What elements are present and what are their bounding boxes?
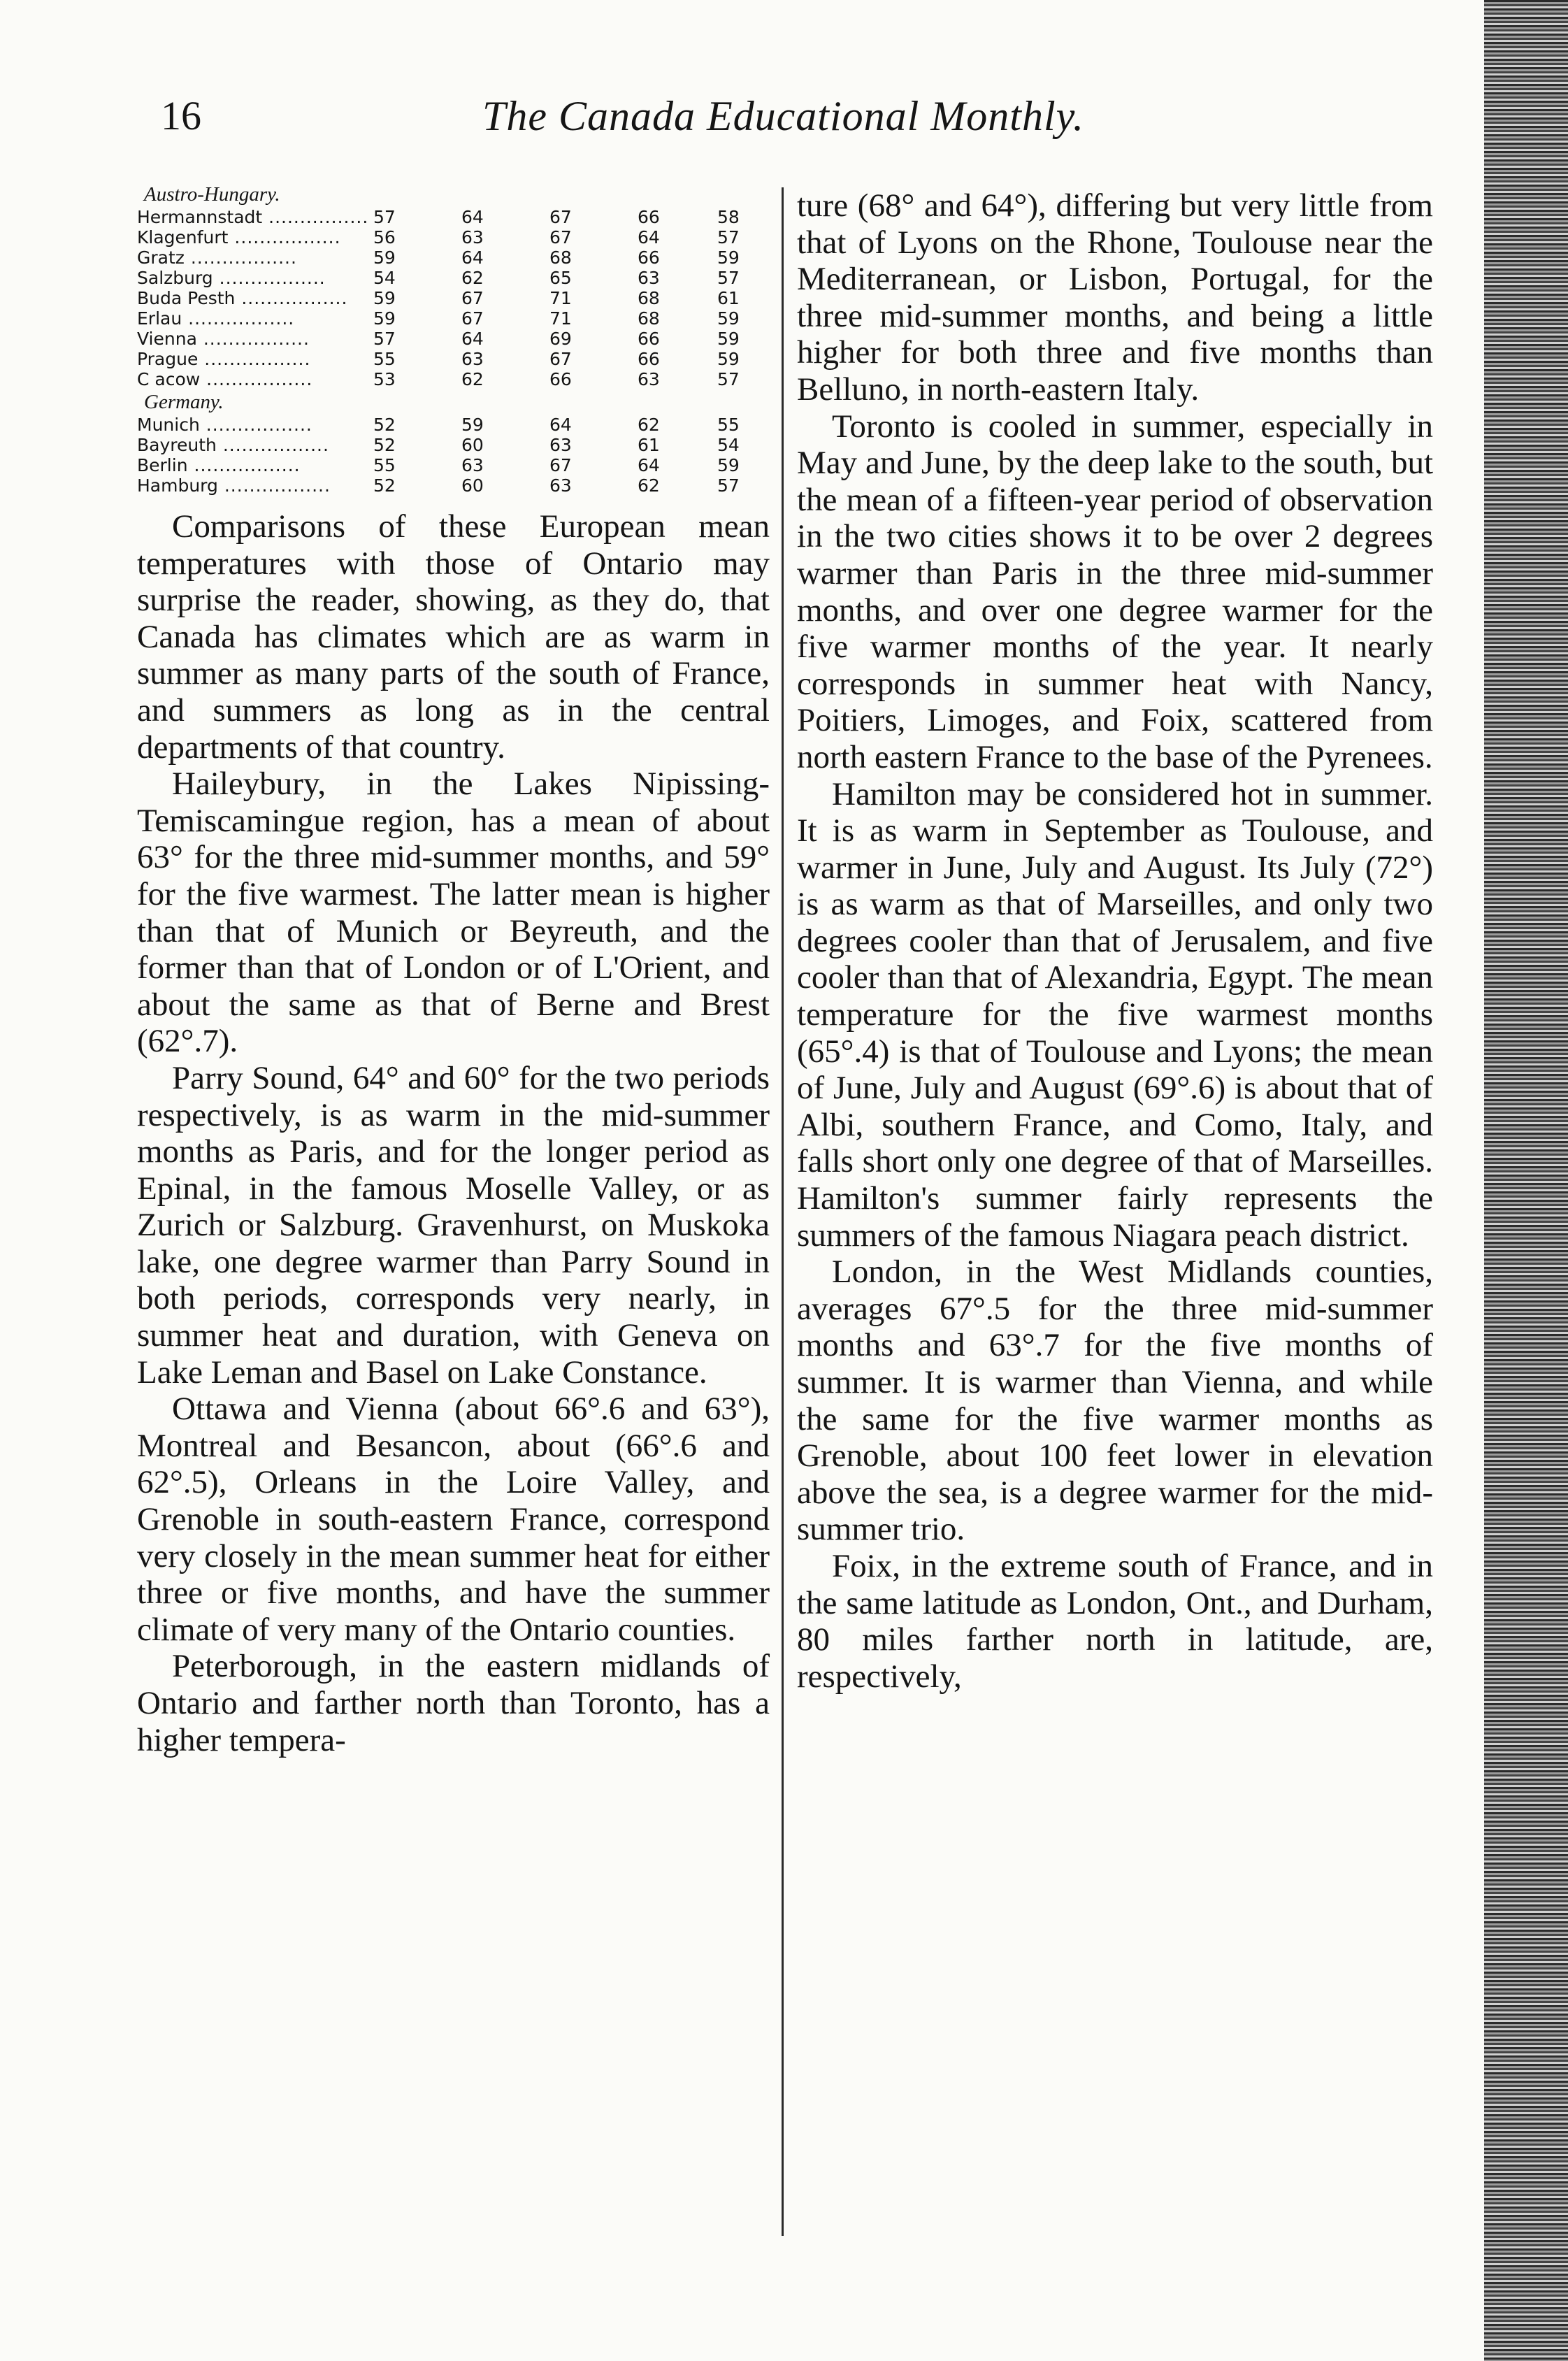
paragraph: Ottawa and Vienna (about 66°.6 and 63°), Montreal and Besancon, about (66°.6 and 62°.5), Orleans in the Loire Valley, and Grenoble in south-eastern France, correspond very closely in the mean summer heat for either three or five months, and have the summer climate of very many of the Ontario counties. [137, 1391, 770, 1648]
table-row [137, 329, 770, 349]
table-cell-value: 52 [373, 415, 396, 435]
table-cell-value: 67 [549, 207, 572, 227]
left-column [137, 182, 770, 1758]
column-divider [782, 187, 784, 2236]
right-column [797, 187, 1433, 1695]
table-cell-value: 63 [638, 369, 660, 389]
table-cell-value: 71 [549, 288, 572, 308]
scanned-page-edge [1484, 0, 1568, 2361]
table-cell-value: 63 [638, 268, 660, 288]
table-row [137, 308, 770, 329]
table-cell-value: 57 [717, 268, 740, 288]
table-cell-value: 59 [717, 329, 740, 349]
table-row [137, 227, 770, 247]
table-row [137, 207, 770, 227]
table-cell-value: 55 [373, 349, 396, 369]
table-cell-city: Buda Pesth ..... [137, 288, 368, 308]
table-cell-value: 57 [717, 475, 740, 496]
right-column-text [797, 187, 1433, 1695]
paragraph: Peterborough, in the eastern midlands of Ontario and farther north than Toronto, has a higher tempera- [137, 1648, 770, 1758]
table-cell-value: 64 [638, 227, 660, 247]
table-cell-value: 61 [717, 288, 740, 308]
table-cell-city: Erlau ..... [137, 308, 368, 329]
table-cell-value: 63 [549, 435, 572, 455]
table-row [137, 268, 770, 288]
table-cell-city: Munich ..... [137, 415, 368, 435]
table-cell-value: 67 [461, 308, 484, 329]
table-cell-value: 60 [461, 475, 484, 496]
table-cell-value: 59 [717, 308, 740, 329]
table-cell-value: 52 [373, 475, 396, 496]
table-cell-value: 65 [549, 268, 572, 288]
table-cell-value: 64 [549, 415, 572, 435]
table-cell-city: Salzburg ..... [137, 268, 368, 288]
table-cell-city: Berlin ..... [137, 455, 368, 475]
table-cell-value: 59 [717, 455, 740, 475]
table-cell-city: Hamburg ..... [137, 475, 368, 496]
page-number: 16 [161, 93, 201, 138]
table-cell-value: 62 [638, 475, 660, 496]
table-cell-value: 54 [373, 268, 396, 288]
table-cell-value: 62 [638, 415, 660, 435]
table-cell-value: 68 [638, 308, 660, 329]
page-header [161, 92, 1419, 162]
table-cell-value: 59 [373, 288, 396, 308]
table-cell-value: 63 [461, 455, 484, 475]
left-column-text [137, 508, 770, 1758]
table-cell-value: 66 [638, 349, 660, 369]
table-group-heading: Austro-Hungary. [144, 183, 280, 206]
table-cell-value: 57 [717, 369, 740, 389]
table-cell-value: 64 [461, 329, 484, 349]
table-cell-value: 60 [461, 435, 484, 455]
table-cell-value: 67 [549, 455, 572, 475]
paragraph: Parry Sound, 64° and 60° for the two periods respectively, is as warm in the mid-summer months as Paris, and for the longer period as Epinal, in the famous Moselle Valley, or as Zurich or Salzburg. Gravenhurst, on Muskoka lake, one degree warmer than Parry Sound in both periods, corresponds very nearly, in summer heat and duration, with Geneva on Lake Leman and Basel on Lake Constance. [137, 1059, 770, 1391]
table-cell-value: 66 [638, 247, 660, 268]
table-cell-value: 59 [373, 247, 396, 268]
table-cell-value: 66 [638, 207, 660, 227]
table-group-heading: Germany. [144, 391, 224, 413]
table-cell-city: Prague ..... [137, 349, 368, 369]
table-cell-value: 66 [638, 329, 660, 349]
paragraph: Haileybury, in the Lakes Nipissing-Temiscamingue region, has a mean of about 63° for the three mid-summer months, and 59° for the five warmest. The latter mean is higher than that of Munich or Beyreuth, and the former than that of London or of L'Orient, and about the same as that of Berne and Brest (62°.7). [137, 766, 770, 1060]
table-cell-value: 55 [717, 415, 740, 435]
table-cell-value: 67 [549, 349, 572, 369]
temperature-table [137, 182, 770, 496]
table-cell-value: 68 [638, 288, 660, 308]
table-cell-value: 62 [461, 369, 484, 389]
table-cell-value: 56 [373, 227, 396, 247]
table-row [137, 455, 770, 475]
table-cell-value: 59 [373, 308, 396, 329]
table-cell-value: 53 [373, 369, 396, 389]
table-cell-value: 52 [373, 435, 396, 455]
table-cell-value: 66 [549, 369, 572, 389]
table-cell-value: 57 [373, 207, 396, 227]
table-row [137, 247, 770, 268]
paragraph: Toronto is cooled in summer, especially in May and June, by the deep lake to the south, but the mean of a fifteen-year period of observation in the two cities shows it to be over 2 degrees warmer than Paris in the three mid-summer months, and over one degree warmer for the five warmer months of the year. It nearly corresponds in summer heat with Nancy, Poitiers, Limoges, and Foix, scattered from north eastern France to the base of the Pyrenees. [797, 408, 1433, 775]
table-cell-value: 64 [461, 247, 484, 268]
table-cell-value: 58 [717, 207, 740, 227]
table-row [137, 369, 770, 389]
table-cell-city: Bayreuth ..... [137, 435, 368, 455]
table-cell-value: 71 [549, 308, 572, 329]
table-row [137, 349, 770, 369]
table-cell-value: 62 [461, 268, 484, 288]
table-cell-city: Vienna ..... [137, 329, 368, 349]
table-cell-value: 67 [549, 227, 572, 247]
table-cell-city: Gratz ..... [137, 247, 368, 268]
running-title: The Canada Educational Monthly. [482, 93, 1084, 139]
table-cell-city: Hermannstadt ..... [137, 207, 368, 227]
table-cell-value: 57 [373, 329, 396, 349]
paragraph: London, in the West Midlands counties, averages 67°.5 for the three mid-summer months and 63°.7 for the five months of summer. It is warmer than Vienna, and while the same for the five warmer months as Grenoble, about 100 feet lower in elevation above the sea, is a degree warmer for the mid-summer trio. [797, 1254, 1433, 1548]
table-cell-value: 59 [717, 247, 740, 268]
table-cell-city: C acow ..... [137, 369, 368, 389]
table-row [137, 415, 770, 435]
table-cell-value: 68 [549, 247, 572, 268]
table-cell-value: 64 [638, 455, 660, 475]
paragraph: Hamilton may be considered hot in summer. It is as warm in September as Toulouse, and warmer in June, July and August. Its July (72°) is as warm as that of Marseilles, and only two degrees cooler than that of Jerusalem, and five cooler than that of Alexandria, Egypt. The mean temperature for the five warmest months (65°.4) is that of Toulouse and Lyons; the mean of June, July and August (69°.6) is about that of Albi, southern France, and Como, Italy, and falls short only one degree of that of Marseilles. Hamilton's summer fairly represents the summers of the famous Niagara peach district. [797, 775, 1433, 1254]
table-cell-value: 69 [549, 329, 572, 349]
table-cell-value: 55 [373, 455, 396, 475]
table-cell-value: 59 [461, 415, 484, 435]
paragraph: Foix, in the extreme south of France, and in the same latitude as London, Ont., and Durham, 80 miles farther north in latitude, are, respectively, [797, 1547, 1433, 1695]
table-cell-value: 63 [461, 349, 484, 369]
table-cell-city: Klagenfurt ..... [137, 227, 368, 247]
table-cell-value: 61 [638, 435, 660, 455]
table-cell-value: 63 [549, 475, 572, 496]
table-cell-value: 67 [461, 288, 484, 308]
paragraph: ture (68° and 64°), differing but very little from that of Lyons on the Rhone, Toulouse near the Mediterranean, or Lisbon, Portugal, for the three mid-summer months, and being a little higher for both three and five months than Belluno, in north-eastern Italy. [797, 187, 1433, 408]
table-cell-value: 57 [717, 227, 740, 247]
table-cell-value: 59 [717, 349, 740, 369]
table-row [137, 475, 770, 496]
table-cell-value: 54 [717, 435, 740, 455]
table-row [137, 288, 770, 308]
table-cell-value: 63 [461, 227, 484, 247]
table-cell-value: 64 [461, 207, 484, 227]
table-row [137, 435, 770, 455]
paragraph: Comparisons of these European mean temperatures with those of Ontario may surprise the reader, showing, as they do, that Canada has climates which are as warm in summer as many parts of the south of France, and summers as long as in the central departments of that country. [137, 508, 770, 766]
